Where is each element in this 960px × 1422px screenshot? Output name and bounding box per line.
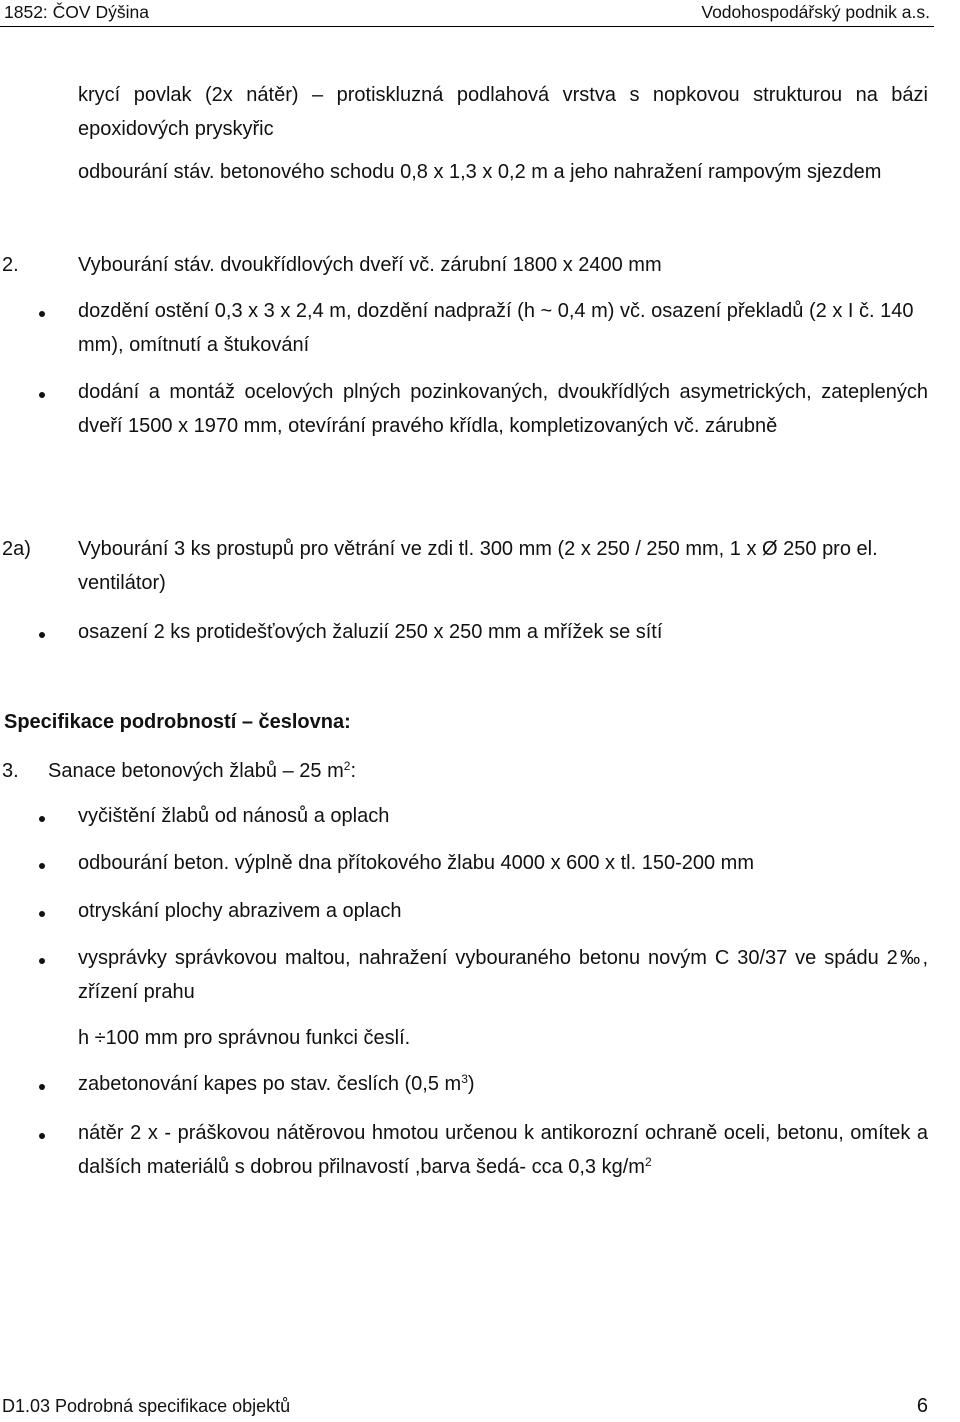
list-item: dozdění ostění 0,3 x 3 x 2,4 m, dozdění nadpraží (h ~ 0,4 m) vč. osazení překladů (2 x I č. 140 mm), omítnutí a štukování xyxy=(78,300,914,356)
list-item: otryskání plochy abrazivem a oplach xyxy=(78,900,402,922)
item-number: 2. xyxy=(2,254,19,276)
list-item: nátěr 2 x - práškovou nátěrovou hmotou určenou k antikorozní ochraně oceli, betonu, omítek a dalších materiálů s dobrou přilnavostí ,barva šedá- cca 0,3 $kg/m^2$ xyxy=(78,1122,928,1178)
bullet-icon xyxy=(39,1133,45,1139)
paragraph: odbourání stáv. betonového schodu 0,8 x 1,3 x 0,2 m a jeho nahražení rampovým sjezdem xyxy=(78,161,882,183)
item-number: 2a) xyxy=(2,538,31,560)
footer-title: D1.03 Podrobná specifikace objektů xyxy=(2,1396,291,1416)
list-item: zabetonování kapes po stav. česlích (0,5 $m^3$) xyxy=(78,1072,475,1095)
list-item: dodání a montáž ocelových plných pozinkovaných, dvoukřídlých asymetrických, zateplených dveří 1500 x 1970 mm, otevírání pravého křídla, kompletizovaných vč. zárubně xyxy=(78,381,928,437)
bullet-icon xyxy=(39,392,45,398)
page-header xyxy=(4,2,930,23)
paragraph: krycí povlak (2x nátěr) – protiskluzná podlahová vrstva s nopkovou strukturou na bázi epoxidových pryskyřic xyxy=(78,84,928,140)
item-title: Vybourání 3 ks prostupů pro větrání ve zdi tl. 300 mm (2 x 250 / 250 mm, 1 x Ø 250 pro el. ventilátor) xyxy=(78,538,878,594)
header-right: Vodohospodářský podnik a.s. xyxy=(701,2,930,22)
item-title: Sanace betonových žlabů – 25 $m^2$: xyxy=(48,759,357,782)
header-left: 1852: ČOV Dýšina xyxy=(4,2,149,22)
bullet-icon xyxy=(39,311,45,317)
list-item: vysprávky správkovou maltou, nahražení vybouraného betonu novým C 30/37 ve spádu 2‰, zřízení prahu xyxy=(78,947,928,1003)
list-item: odbourání beton. výplně dna přítokového žlabu 4000 x 600 x tl. 150-200 mm xyxy=(78,852,755,874)
bullet-icon xyxy=(39,863,45,869)
item-title: Vybourání stáv. dvoukřídlových dveří vč. zárubní 1800 x 2400 mm xyxy=(78,254,662,276)
page-number: 6 xyxy=(916,1395,928,1417)
list-item: osazení 2 ks protidešťových žaluzií 250 x 250 mm a mřížek se sítí xyxy=(78,621,663,643)
bullet-icon xyxy=(39,958,45,964)
item-number: 3. xyxy=(2,760,19,782)
paragraph: h ÷100 mm pro správnou funkci česlí. xyxy=(78,1027,411,1049)
list-item: vyčištění žlabů od nánosů a oplach xyxy=(78,805,390,827)
bullet-icon xyxy=(39,632,45,638)
bullet-icon xyxy=(39,1084,45,1090)
bullet-icon xyxy=(39,816,45,822)
header-rule xyxy=(0,26,934,27)
section-heading: Specifikace podrobností – česlovna: xyxy=(4,711,351,733)
bullet-icon xyxy=(39,911,45,917)
